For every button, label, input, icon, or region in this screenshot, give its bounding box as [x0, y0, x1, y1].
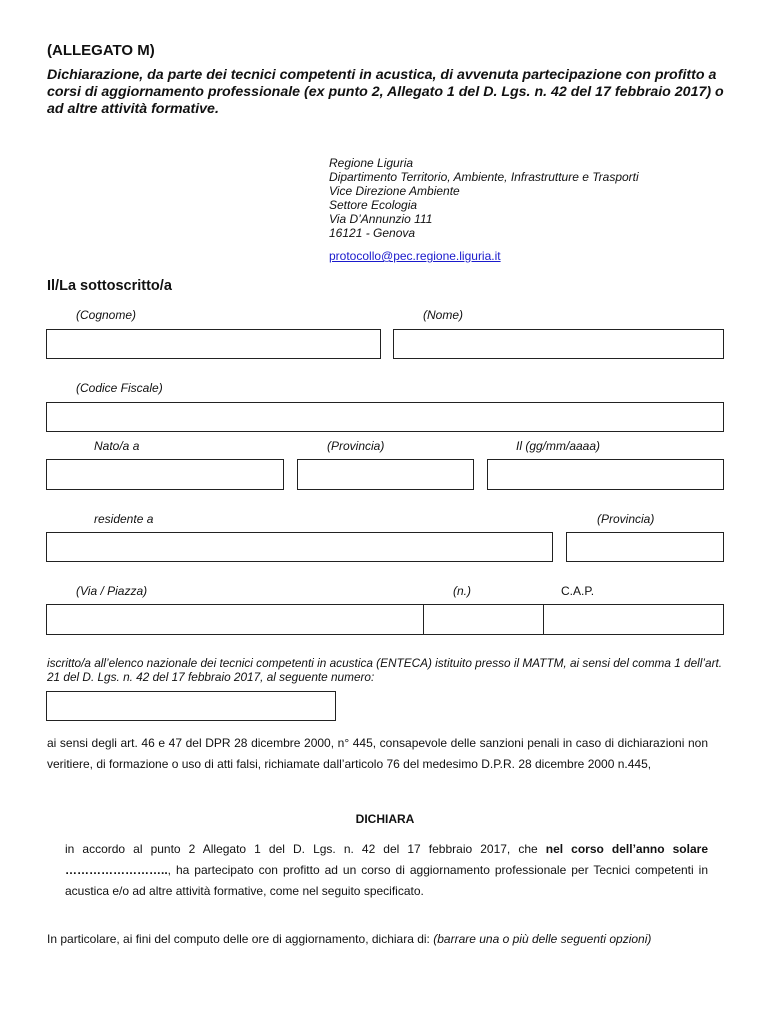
accordo-paragraph [65, 839, 708, 902]
options-instruction: (barrare una o più delle seguenti opzioni) [433, 932, 652, 946]
document-title: (ALLEGATO M) [47, 42, 155, 59]
nato-a-field[interactable] [46, 459, 284, 490]
dichiara-heading: DICHIARA [355, 812, 415, 826]
cap-field[interactable] [544, 605, 723, 634]
numero-field[interactable] [424, 605, 544, 634]
nome-label: (Nome) [423, 308, 464, 322]
cap-label: C.A.P. [561, 584, 595, 598]
accordo-year-text: nel corso dell’anno solare …………………….. [65, 842, 708, 877]
declaration-intro: ai sensi degli art. 46 e 47 del DPR 28 dicembre 2000, n° 445, consapevole delle sanzioni penali in caso di dichiarazioni non veritiere, di formazione o uso di atti falsi, richiamate dall’articolo 76 del medesimo D.P.R. 28 dicembre 2000 n.445, [47, 736, 708, 771]
address-line: 16121 - Genova [329, 226, 416, 240]
codice-fiscale-label: (Codice Fiscale) [76, 381, 163, 395]
provincia-nascita-field[interactable] [297, 459, 474, 490]
address-field-group [46, 604, 724, 635]
data-nascita-field[interactable] [487, 459, 724, 490]
address-line: Regione Liguria [329, 156, 414, 170]
recipient-address [329, 156, 639, 240]
section-title: Il/La sottoscritto/a [47, 278, 172, 294]
address-line: Settore Ecologia [329, 198, 418, 212]
enteca-statement: iscritto/a all’elenco nazionale dei tecnici competenti in acustica (ENTECA) istituito presso il MATTM, ai sensi del comma 1 dell’art. 21 del D. Lgs. n. 42 del 17 febbraio 2017, al seguente numero: [47, 656, 723, 684]
document-subtitle: Dichiarazione, da parte dei tecnici competenti in acustica, di avvenuta partecipazione con profitto a corsi di aggiornamento professionale (ex punto 2, Allegato 1 del D. Lgs. n. 42 del 17 febbraio 2017) o ad altre attività formative. [47, 67, 724, 117]
accordo-text-continued: , ha partecipato con profitto ad un corso di aggiornamento professionale per Tecnici competenti in acustica e/o ad altre attività formative, come nel seguito specificato. [65, 863, 708, 898]
provincia-residenza-field[interactable] [566, 532, 724, 562]
enteca-number-field[interactable] [46, 691, 336, 721]
address-line: Dipartimento Territorio, Ambiente, Infrastrutture e Trasporti [329, 170, 639, 184]
address-line: Vice Direzione Ambiente [329, 184, 460, 198]
nome-field[interactable] [393, 329, 724, 359]
nato-a-label: Nato/a a [94, 439, 140, 453]
provincia-nascita-label: (Provincia) [327, 439, 385, 453]
options-intro-text: In particolare, ai fini del computo delle ore di aggiornamento, dichiara di: [47, 932, 434, 946]
numero-label: (n.) [453, 584, 471, 598]
provincia-residenza-label: (Provincia) [597, 512, 655, 526]
cognome-label: (Cognome) [76, 308, 137, 322]
cognome-field[interactable] [46, 329, 381, 359]
address-line: Via D’Annunzio 111 [329, 212, 433, 226]
via-label: (Via / Piazza) [76, 584, 148, 598]
codice-fiscale-field[interactable] [46, 402, 724, 432]
via-field[interactable] [47, 605, 424, 634]
accordo-text: in accordo al punto 2 Allegato 1 del D. Lgs. n. 42 del 17 febbraio 2017, che [65, 842, 546, 856]
residente-a-label: residente a [94, 512, 154, 526]
options-intro [47, 932, 651, 946]
residente-a-field[interactable] [46, 532, 553, 562]
pec-email-link[interactable]: protocollo@pec.regione.liguria.it [329, 249, 501, 263]
data-nascita-label: Il (gg/mm/aaaa) [516, 439, 601, 453]
